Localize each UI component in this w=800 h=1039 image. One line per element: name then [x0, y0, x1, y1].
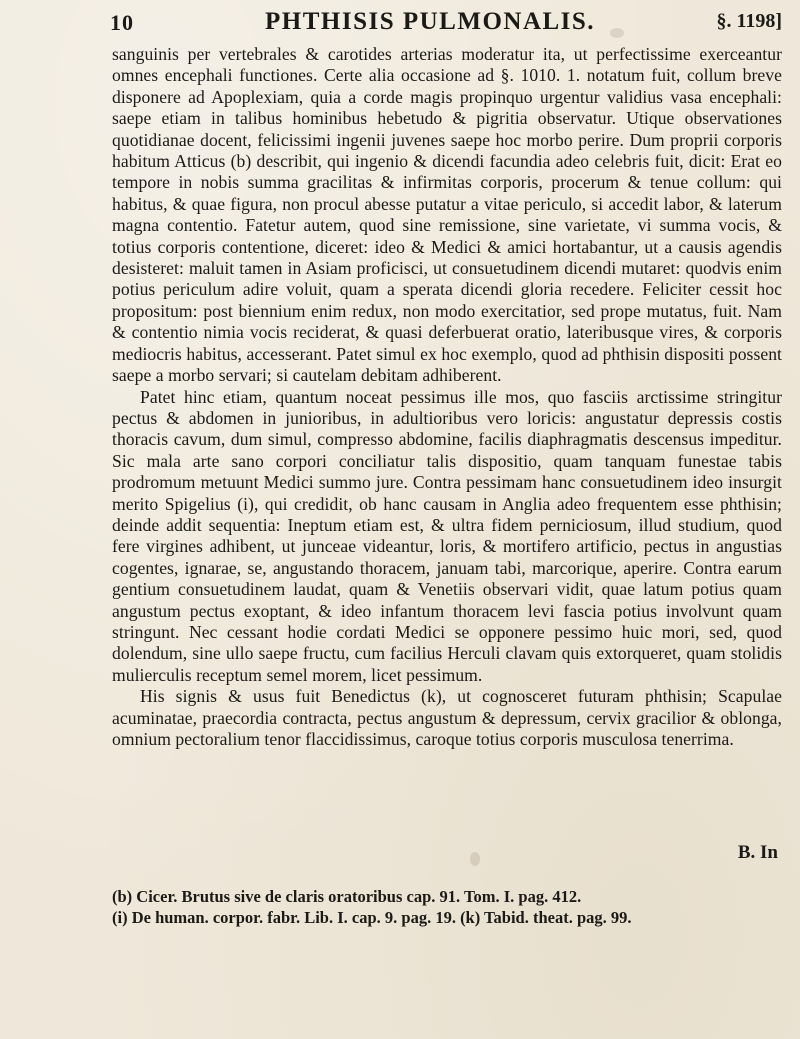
paragraph-1: sanguinis per vertebrales & carotides arterias moderatur ita, ut perfectissime exerceantur omnes encephali functiones. Certe alia occasione ad §. 1010. 1. notatum fuit, collum breve disponere ad Apoplexiam, quia a corde magis propinquo urgentur validius vasa encephali: saepe etiam in talibus hominibus hebetudo & pigritia observatur. Utique observationes quotidianae docent, felicissimi ingenii juvenes saepe hoc morbo perire. Dum proprii corporis habitum Atticus (b) describit, qui ingenio & dicendi facundia adeo celebris fuit, dicit: Erat eo tempore in nobis summa gracilitas & infirmitas corporis, procerum & tenue collum: qui habitus, & quae figura, non procul abesse putatur a vitae periculo, si accedit labor, & laterum magna contentio. Fatetur autem, quod sine remissione, sine varietate, vi summa vocis, & totius corporis contentione, diceret: ideo & Medici & amici hortabantur, ut a causis agendis desisteret: maluit tamen in Asiam proficisci, ut consuetudinem dicendi mutaret: quodvis enim potius periculum adire voluit, quam a sperata dicendi gloria recedere. Feliciter cessit hoc propositum: post biennium enim redux, non modo exercitatior, sed prope mutatus, fuit. Nam & contentio nimia vocis reciderat, & quasi deferbuerat oratio, lateribusque vires, & corporis mediocris habitus, accesserant. Patet simul ex hoc exemplo, quod ad phthisin dispositi possent saepe a morbo servari; si cautelam debitam adhiberent.	[112, 44, 782, 386]
section-reference: §. 1198]	[716, 10, 782, 32]
page-number: 10	[110, 10, 134, 35]
ink-spot	[470, 852, 480, 866]
paragraph-3: His signis & usus fuit Benedictus (k), ut cognosceret futuram phthisin; Scapulae acuminatae, praecordia contracta, pectus angustum & depressum, cervix gracilior & oblonga, omnium pectoralium tenor flaccidissimus, caroque totius corporis musculosa tenerrima.	[112, 686, 782, 749]
footnotes	[112, 886, 782, 928]
footnote-i-k: (i) De human. corpor. fabr. Lib. I. cap. 9. pag. 19. (k) Tabid. theat. pag. 99.	[112, 908, 632, 927]
running-title: PHTHISIS PULMONALIS.	[265, 8, 596, 35]
catchword: B. In	[737, 842, 778, 863]
paragraph-2: Patet hinc etiam, quantum noceat pessimus ille mos, quo fasciis arctissime stringitur pectus & abdomen in junioribus, in adultioribus vero loricis: angustatur depressis costis thoracis cavum, dum simul, compresso abdomine, facilis diaphragmatis descensus impeditur. Sic mala arte sano corpori conciliatur talis dispositio, quam tanquam funestae tabis prodromum metuunt Medici summo jure. Contra pessimam hanc consuetudinem ideo insurgit merito Spigelius (i), qui credidit, ob hanc causam in Anglia adeo frequentem esse phthisin; deinde addit sequentia: Ineptum etiam est, & ultra fidem perniciosum, illud studium, quod fere virgines adhibent, ut junceae videantur, loris, & mortifero artificio, pectus in angustias cogentes, ignarae, se, angustando thoracem, januam tabi, marcorique, aperire. Contra earum gentium consuetudinem laudat, quam & Venetiis observari vidit, quae latum potius quam angustum pectus exoptant, & ideo infantum thoracem levi fascia potius involvunt quam stringunt. Nec cessant hodie cordati Medici se opponere pessimo huic mori, sed, quod dolendum, sine ullo saepe fructu, cum facilius Herculi clavam quis extorqueret, quam stolidis mulierculis receptum semel morem, licet pessimum.	[112, 386, 782, 685]
main-text	[112, 44, 782, 750]
footnote-b: (b) Cicer. Brutus sive de claris oratoribus cap. 91. Tom. I. pag. 412.	[112, 887, 582, 906]
page-header	[110, 8, 782, 42]
ink-spot	[610, 28, 624, 38]
